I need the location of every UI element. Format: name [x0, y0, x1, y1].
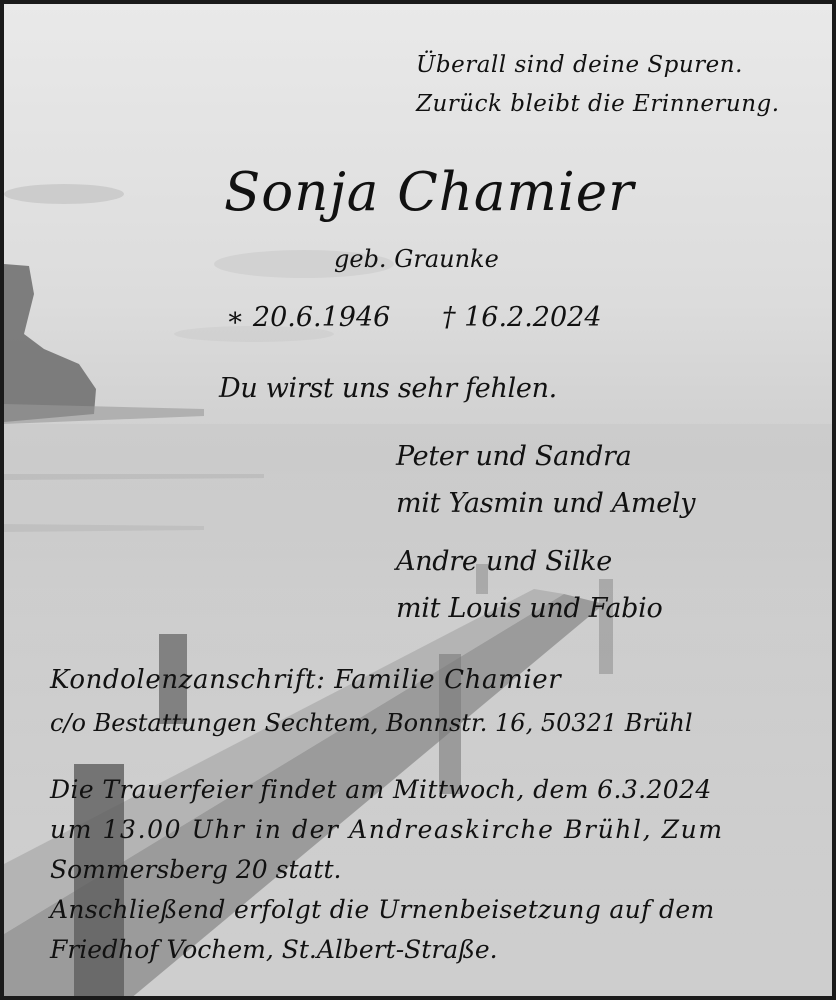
service-info-line: Anschließend erfolgt die Urnenbeisetzung auf dem: [50, 895, 715, 924]
deceased-name: Sonja Chamier: [224, 162, 635, 223]
motto-line: Zurück bleibt die Erinnerung.: [416, 91, 780, 117]
service-info-line: Die Trauerfeier findet am Mittwoch, dem 6.3.2024: [50, 775, 712, 804]
condolence-address-line: Kondolenzanschrift: Familie Chamier: [50, 665, 562, 695]
birth-date: ∗ 20.6.1946: [226, 302, 391, 333]
family-line: Andre und Silke: [396, 546, 612, 577]
family-line: Peter und Sandra: [396, 441, 632, 472]
farewell-message: Du wirst uns sehr fehlen.: [219, 373, 557, 404]
service-info-line: Sommersberg 20 statt.: [50, 855, 342, 884]
service-info-line: Friedhof Vochem, St.Albert-Straße.: [50, 935, 498, 964]
condolence-address-line: c/o Bestattungen Sechtem, Bonnstr. 16, 50321 Brühl: [50, 709, 693, 737]
service-info-line: um 13.00 Uhr in der Andreaskirche Brühl, Zum: [50, 815, 724, 844]
family-line: mit Yasmin und Amely: [396, 488, 696, 519]
family-line: mit Louis und Fabio: [396, 593, 663, 624]
motto-line: Überall sind deine Spuren.: [416, 52, 743, 78]
maiden-name: geb. Graunke: [334, 245, 499, 273]
death-date: † 16.2.2024: [442, 302, 602, 333]
